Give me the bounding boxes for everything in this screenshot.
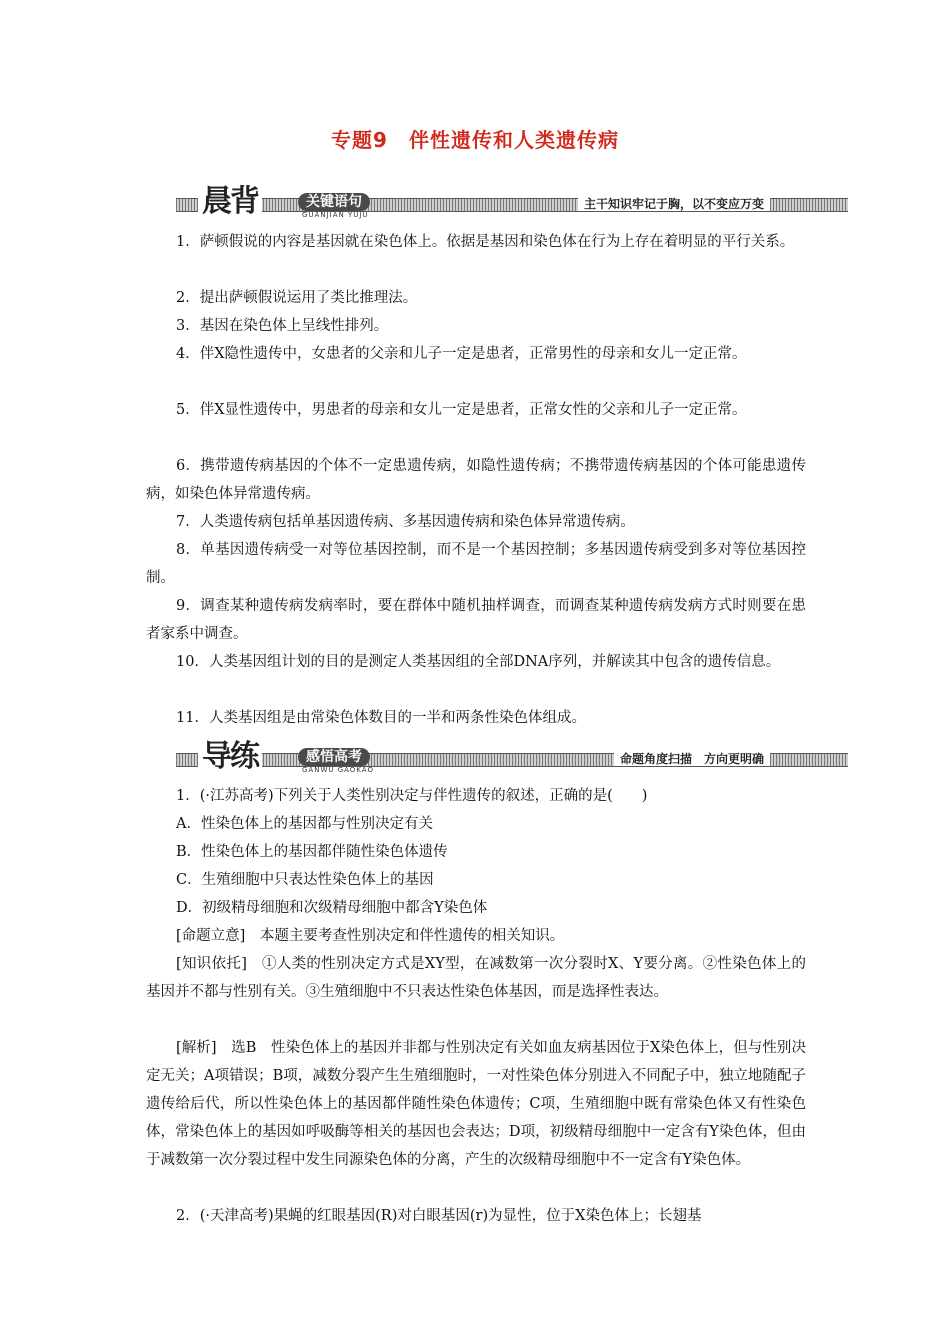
option-b: B．性染色体上的基因都伴随性染色体遗传 — [176, 844, 448, 860]
key-point: 9．调查某种遗传病发病率时，要在群体中随机抽样调查，而调查某种遗传病发病方式时则要在患者家系中调查。 — [146, 598, 806, 642]
section-tag: 关键语句 — [298, 193, 370, 211]
key-point: 10．人类基因组计划的目的是测定人类基因组的全部DNA序列，并解读其中包含的遗传信息。 — [176, 654, 781, 670]
key-point: 6．携带遗传病基因的个体不一定患遗传病，如隐性遗传病；不携带遗传病基因的个体可能患遗传病，如染色体异常遗传病。 — [146, 458, 806, 502]
option-a: A．性染色体上的基因都与性别决定有关 — [176, 816, 433, 832]
page-title: 专题9 伴性遗传和人类遗传病 — [331, 128, 619, 152]
section-header-morning — [176, 184, 848, 220]
key-point: 7．人类遗传病包括单基因遗传病、多基因遗传病和染色体异常遗传病。 — [176, 514, 635, 530]
question-stem: 2．(·天津高考)果蝇的红眼基因(R)对白眼基因(r)为显性，位于X染色体上；长翅基 — [176, 1208, 702, 1224]
section-pinyin: GUANJIAN YUJU — [302, 211, 369, 219]
section-pinyin: GANWU GAOKAO — [302, 766, 374, 774]
section-label: 导练 — [198, 739, 262, 775]
option-d: D．初级精母细胞和次级精母细胞中都含Y染色体 — [176, 900, 488, 916]
key-point: 8．单基因遗传病受一对等位基因控制，而不是一个基因控制；多基因遗传病受到多对等位基因控制。 — [146, 542, 806, 586]
key-point: 4．伴X隐性遗传中，女患者的父亲和儿子一定是患者，正常男性的母亲和女儿一定正常。 — [176, 346, 747, 362]
section-tag: 感悟高考 — [298, 748, 370, 766]
question-stem: 1．(·江苏高考)下列关于人类性别决定与伴性遗传的叙述，正确的是( ) — [176, 788, 648, 804]
question-intent: [命题立意] 本题主要考查性别决定和伴性遗传的相关知识。 — [176, 928, 565, 944]
section-motto: 主干知识牢记于胸，以不变应万变 — [578, 197, 770, 211]
section-motto: 命题角度扫描 方向更明确 — [614, 752, 770, 766]
key-point: 11．人类基因组是由常染色体数目的一半和两条性染色体组成。 — [176, 710, 586, 726]
key-point: 1．萨顿假说的内容是基因就在染色体上。依据是基因和染色体在行为上存在着明显的平行关系。 — [176, 234, 795, 250]
key-point: 5．伴X显性遗传中，男患者的母亲和女儿一定是患者，正常女性的父亲和儿子一定正常。 — [176, 402, 747, 418]
section-label: 晨背 — [198, 184, 262, 220]
section-header-practice — [176, 739, 848, 775]
key-point: 2．提出萨顿假说运用了类比推理法。 — [176, 290, 418, 306]
key-point: 3．基因在染色体上呈线性排列。 — [176, 318, 389, 334]
option-c: C．生殖细胞中只表达性染色体上的基因 — [176, 872, 434, 888]
analysis: [解析] 选B 性染色体上的基因并非都与性别决定有关如血友病基因位于X染色体上，但与性别决定无关；A项错误；B项，减数分裂产生生殖细胞时，一对性染色体分别进入不同配子中，独立地随配子遗传给后代，所以性染色体上的基因都伴随性染色体遗传；C项，生殖细胞中既有常染色体又有性染色体，常染色体上的基因如呼吸酶等相关的基因也会表达；D项，初级精母细胞中一定含有Y染色体，但由于减数第一次分裂过程中发生同源染色体的分离，产生的次级精母细胞中不一定含有Y染色体。 — [146, 1040, 806, 1168]
knowledge-basis: [知识依托] ①人类的性别决定方式是XY型，在减数第一次分裂时X、Y要分离。②性染色体上的基因并不都与性别有关。③生殖细胞中不只表达性染色体基因，而是选择性表达。 — [146, 956, 806, 1000]
